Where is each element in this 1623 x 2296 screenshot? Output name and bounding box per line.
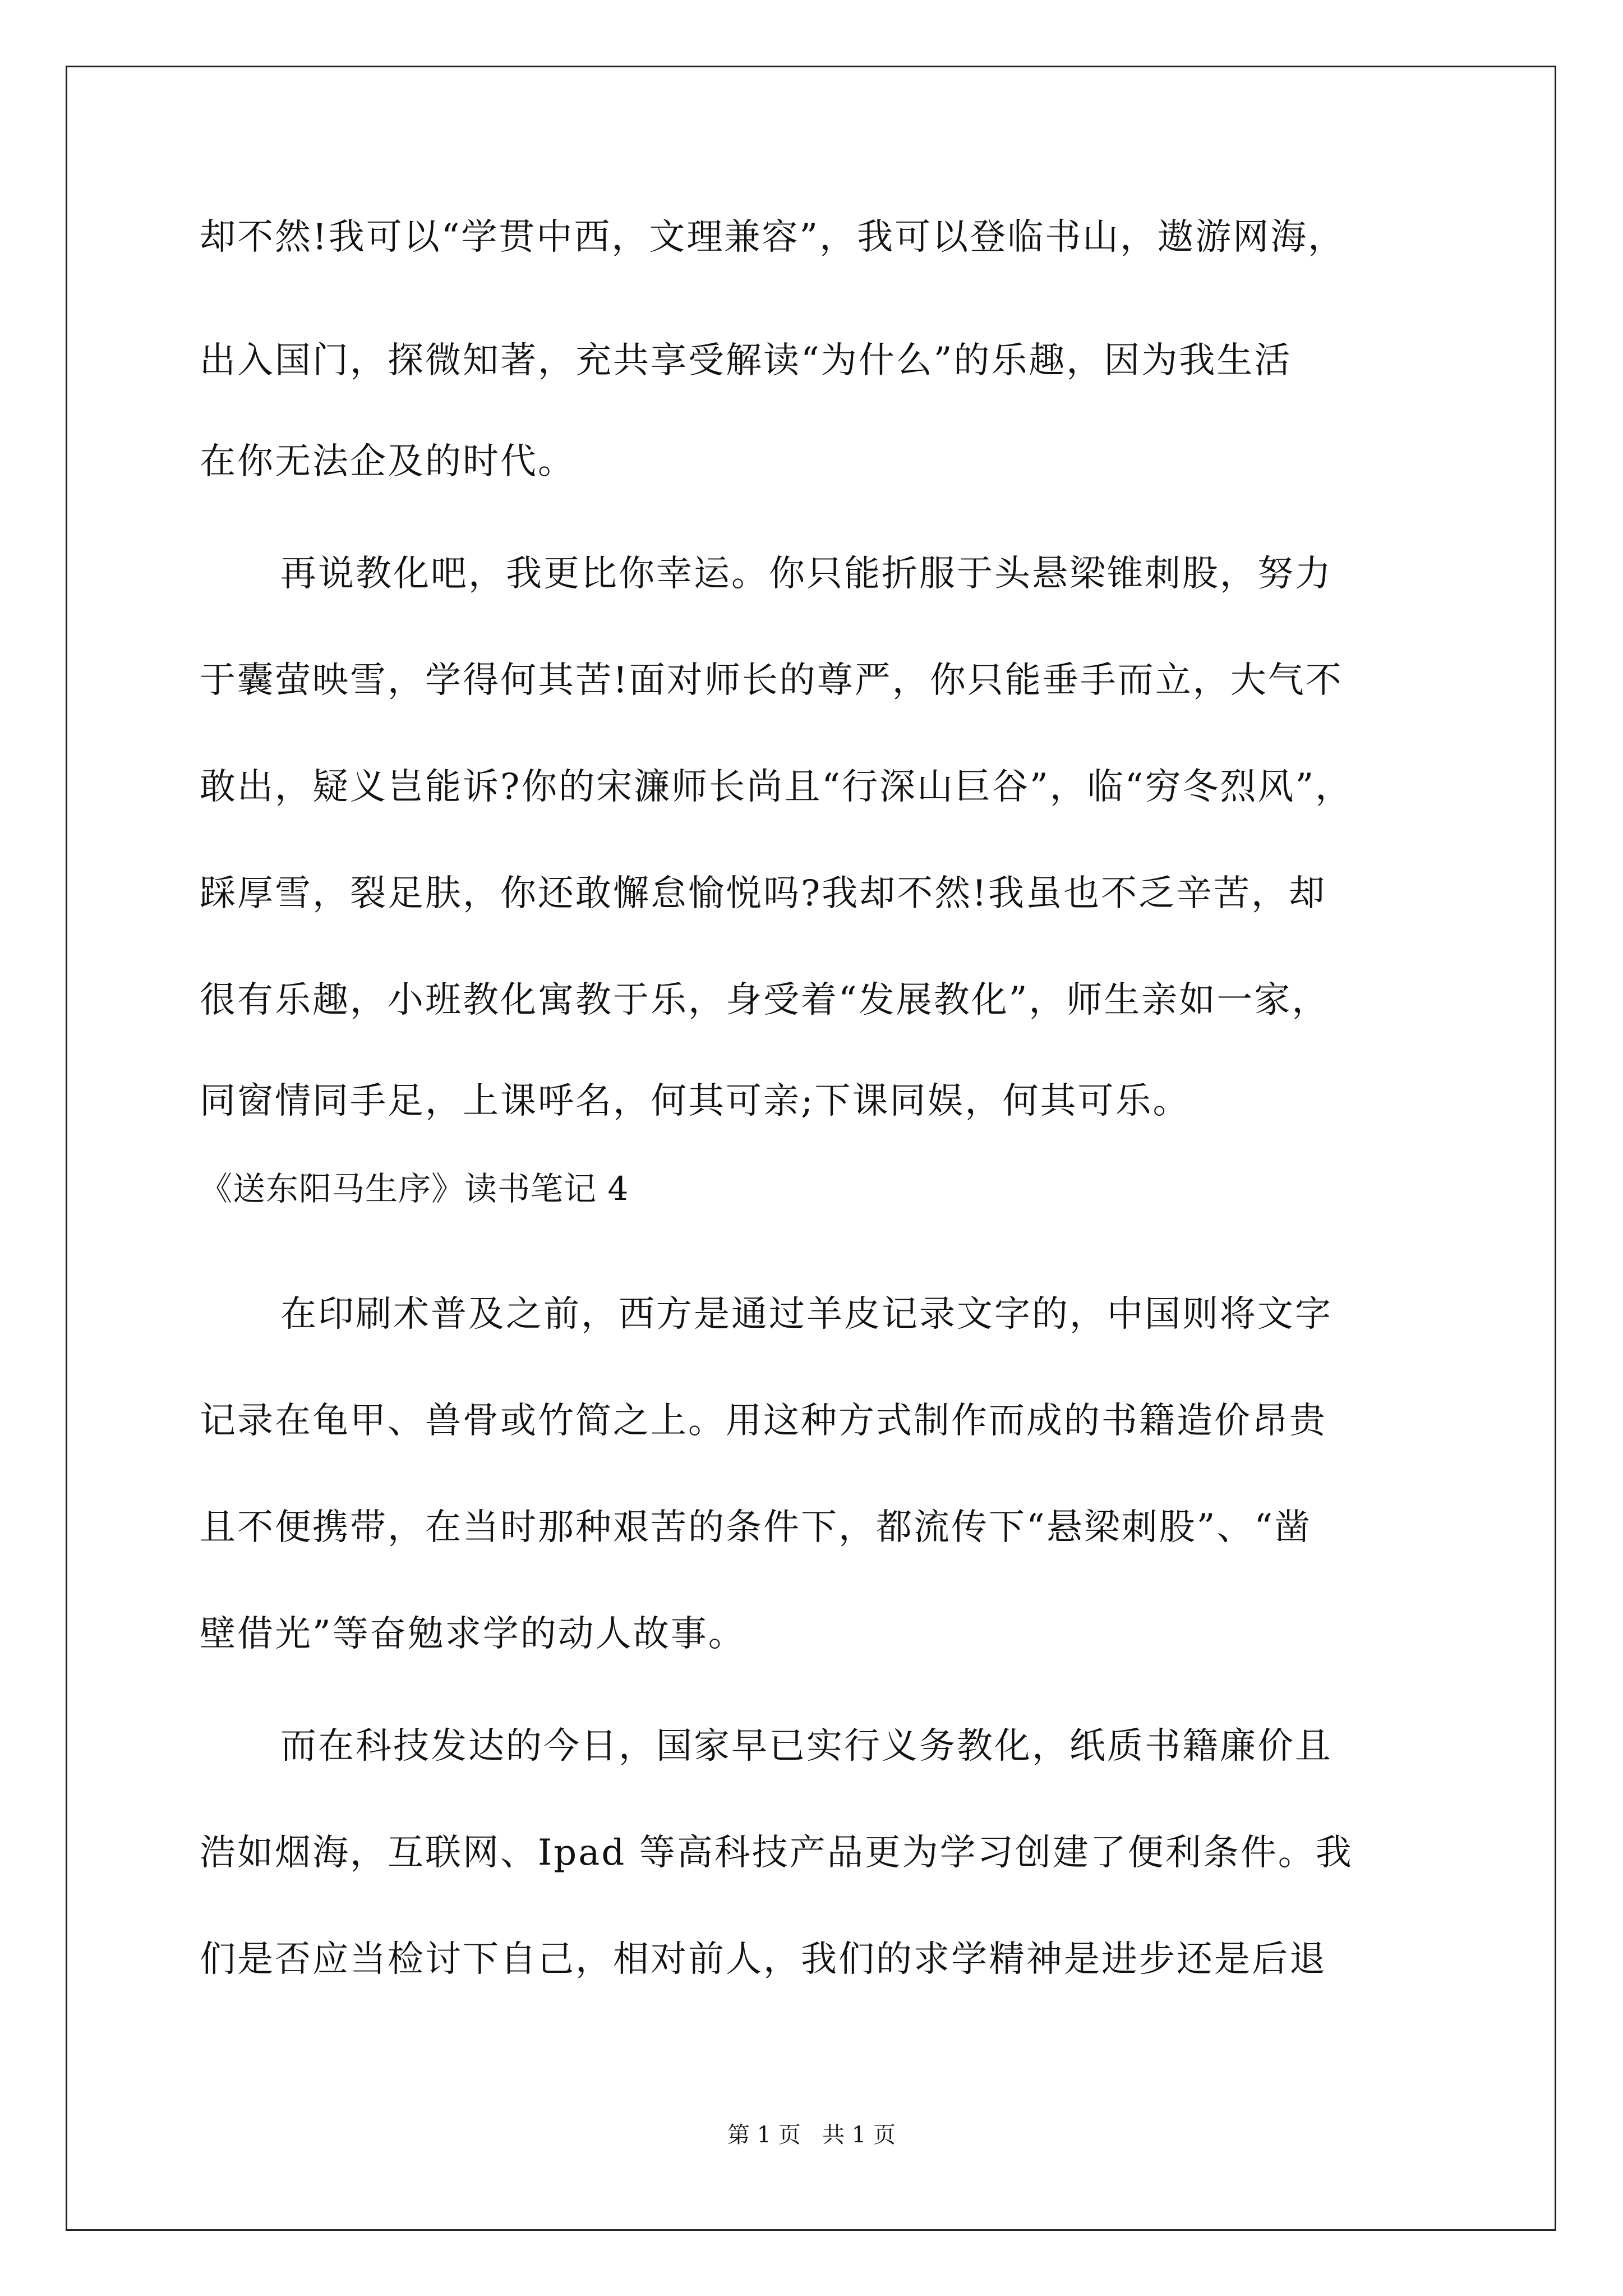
paragraph-line: 们是否应当检讨下自己，相对前人，我们的求学精神是进步还是后退: [200, 1939, 1327, 1980]
paragraph-line: 再说教化吧，我更比你幸运。你只能折服于头悬梁锥刺股，努力: [280, 553, 1332, 595]
paragraph-line: 而在科技发达的今日，国家早已实行义务教化，纸质书籍廉价且: [280, 1726, 1332, 1767]
paragraph-line: 壁借光”等奋勉求学的动人故事。: [200, 1613, 746, 1655]
paragraph-line: 敢出，疑义岂能诉?你的宋濂师长尚且“行深山巨谷”，临“穷冬烈风”，: [200, 766, 1353, 808]
paragraph-line: 于囊萤映雪，学得何其苦!面对师长的尊严，你只能垂手而立，大气不: [200, 660, 1343, 701]
paragraph-line: 在印刷术普及之前，西方是通过羊皮记录文字的，中国则将文字: [280, 1294, 1332, 1335]
paragraph-line: 出入国门，探微知著，充共享受解读“为什么”的乐趣，因为我生活: [200, 340, 1292, 381]
paragraph-line: 浩如烟海，互联网、Ipad 等高科技产品更为学习创建了便利条件。我: [200, 1832, 1353, 1874]
section-heading: 《送东阳马生序》读书笔记 4: [200, 1170, 629, 1208]
page-footer: 第 1 页 共 1 页: [727, 2122, 896, 2148]
paragraph-line: 在你无法企及的时代。: [200, 441, 575, 482]
paragraph-line: 却不然!我可以“学贯中西，文理兼容”，我可以登临书山，遨游网海，: [200, 217, 1346, 258]
paragraph-line: 很有乐趣，小班教化寓教于乐，身受着“发展教化”，师生亲如一家，: [200, 979, 1330, 1021]
paragraph-line: 且不便携带，在当时那种艰苦的条件下，都流传下“悬梁刺股”、“凿: [200, 1507, 1312, 1548]
paragraph-line: 同窗情同手足，上课呼名，何其可亲;下课同娱，何其可乐。: [200, 1080, 1191, 1122]
paragraph-line: 踩厚雪，裂足肤，你还敢懈怠愉悦吗?我却不然!我虽也不乏辛苦，却: [200, 873, 1327, 914]
paragraph-line: 记录在龟甲、兽骨或竹简之上。用这种方式制作而成的书籍造价昂贵: [200, 1400, 1327, 1442]
